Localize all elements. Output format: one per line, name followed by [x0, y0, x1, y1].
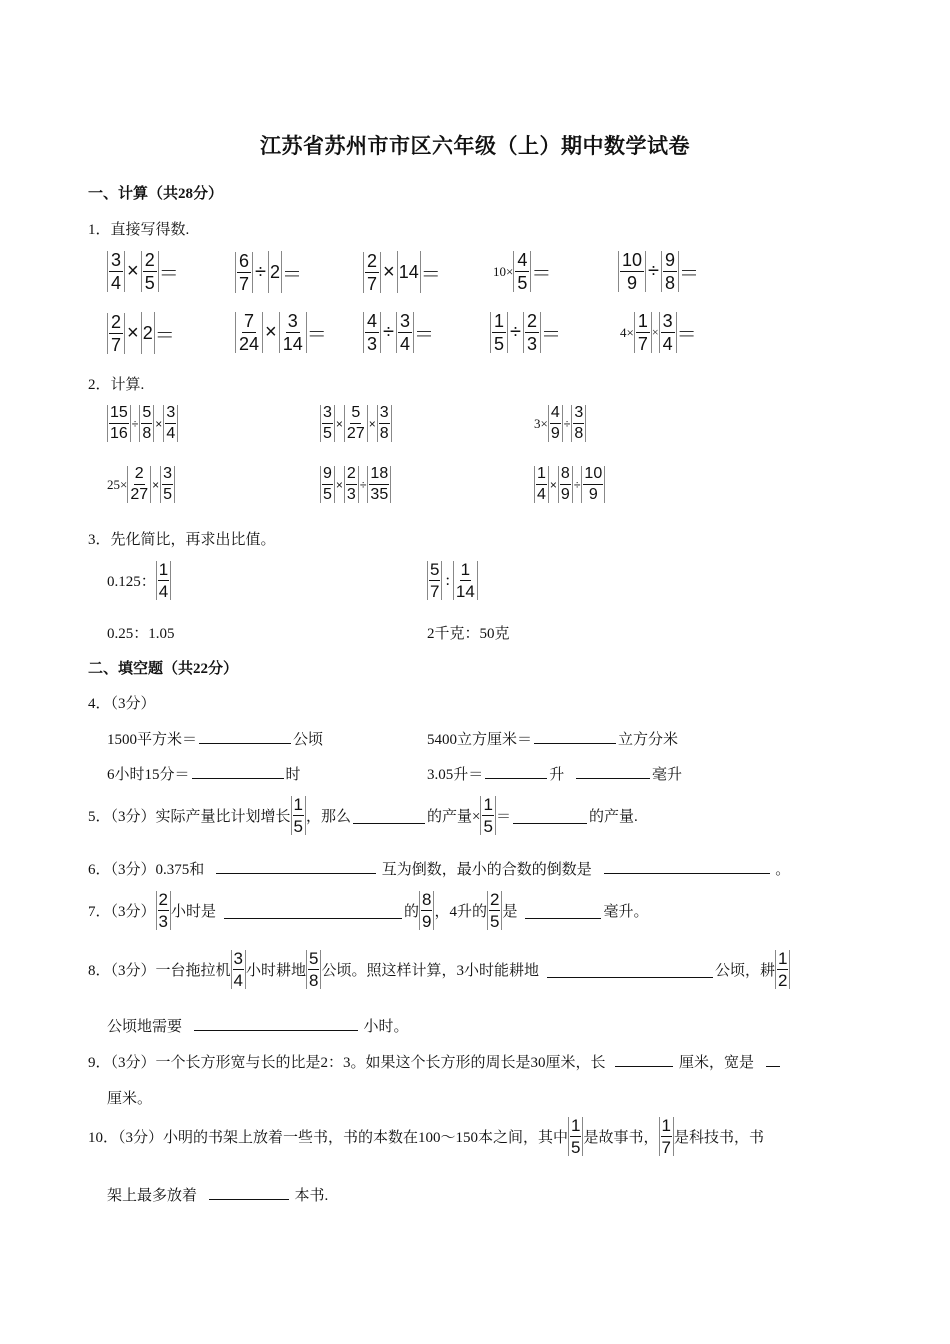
fraction: $\frac{2}{7}$ [363, 252, 381, 293]
fraction: $\frac{1}{7}$ [634, 312, 652, 353]
q1-item-7: $\frac{7}{24}$ × $\frac{3}{14}$ ＝ [235, 312, 327, 353]
q2-item-3: 3× $\frac{4}{9}$ ÷ $\frac{3}{8}$ [534, 405, 586, 442]
section-1-title: 一、计算（共28分） [88, 186, 224, 202]
q7: 7．（3分） 2 3 小时是 的 8 9 ，4升的 2 5 是 毫升。 [88, 890, 649, 931]
q1-item-5: $\frac{10}{9}$ ÷ $\frac{9}{8}$ ＝ [618, 251, 699, 292]
answer-blank[interactable] [485, 777, 547, 779]
q1-item-2: $\frac{6}{7}$ ÷ 2 ＝ [235, 251, 302, 293]
fraction: $\frac{7}{24}$ [235, 312, 263, 353]
q2-item-4: 25× $\frac{2}{27}$ × $\frac{3}{5}$ [107, 466, 175, 503]
answer-blank[interactable] [534, 742, 616, 744]
fraction: $\frac{3}{4}$ [396, 312, 414, 353]
q8-line-2: 公顷地需要 小时。 [107, 1019, 409, 1035]
fraction: $\frac{3}{4}$ [659, 312, 677, 353]
q6: 6．（3分）0.375和 互为倒数，最小的合数的倒数是 。 [88, 862, 791, 878]
q8-line-1: 8．（3分）一台拖拉机 3 4 小时耕地 5 8 公顷。照这样计算，3小时能耕地 公顷，耕 1 2 [88, 950, 790, 989]
fraction: $\frac{3}{14}$ [279, 312, 307, 353]
q9-line-1: 9．（3分）一个长方形宽与长的比是2：3。如果这个长方形的周长是30厘米，长 厘米，宽是 [88, 1051, 782, 1072]
answer-blank[interactable] [224, 917, 402, 919]
fraction: $\frac{3}{4}$ [107, 251, 125, 292]
answer-blank[interactable] [525, 917, 601, 919]
q9-line-2: 厘米。 [107, 1091, 153, 1107]
q1-item-4: 10× $\frac{4}{5}$ ＝ [493, 250, 552, 293]
q5: 5．（3分）实际产量比计划增长 1 5 ，那么 的产量× $\frac{1}{5}$ ＝ 的产量. [88, 795, 638, 836]
answer-blank[interactable] [194, 1029, 358, 1031]
answer-blank[interactable] [216, 872, 376, 874]
integer-box: 14 [397, 251, 421, 293]
q1-item-10: 4× $\frac{1}{7}$ × $\frac{3}{4}$ ＝ [620, 311, 697, 354]
answer-blank[interactable] [604, 872, 770, 874]
q4-label: 4．（3分） [88, 696, 156, 712]
section-2-title: 二、填空题（共22分） [88, 661, 239, 677]
q3-item-a: 0.125： 1 4 [107, 561, 171, 600]
q2-item-2: $\frac{3}{5}$ × $\frac{5}{27}$ × $\frac{3}{8}$ [320, 405, 392, 442]
answer-blank[interactable] [615, 1065, 673, 1067]
answer-blank[interactable] [353, 822, 425, 824]
q3-item-c: 0.25：1.05 [107, 626, 175, 642]
q2-item-6: $\frac{1}{4}$ × $\frac{8}{9}$ ÷ $\frac{10}{9}$ [534, 466, 605, 503]
q3-item-d: 2千克：50克 [427, 626, 510, 642]
integer-box: 2 [268, 251, 282, 293]
q1-item-3: $\frac{2}{7}$ × 14 ＝ [363, 251, 441, 293]
fraction: $\frac{6}{7}$ [235, 252, 253, 293]
answer-blank[interactable] [547, 976, 713, 978]
q3-item-b: 5 7 : 1 14 [427, 561, 478, 600]
q3-label: 3．先化简比，再求出比值。 [88, 532, 276, 548]
answer-blank[interactable] [199, 742, 291, 744]
answer-blank[interactable] [513, 822, 587, 824]
fraction: $\frac{2}{7}$ [107, 313, 125, 354]
answer-blank[interactable] [192, 777, 284, 779]
q1-item-6: $\frac{2}{7}$ × 2 ＝ [107, 312, 175, 354]
answer-blank[interactable] [766, 1065, 780, 1067]
answer-blank[interactable] [576, 777, 650, 779]
fraction: $\frac{2}{5}$ [141, 251, 159, 292]
q2-item-5: $\frac{9}{5}$ × $\frac{2}{3}$ ÷ $\frac{18}{35}$ [320, 466, 391, 503]
fraction: $\frac{1}{5}$ [490, 312, 508, 353]
fraction: $\frac{4}{3}$ [363, 312, 381, 353]
q1-item-1: $\frac{3}{4}$ × $\frac{2}{5}$ ＝ [107, 251, 179, 292]
q10-line-2: 架上最多放着 本书. [107, 1188, 329, 1204]
fraction: $\frac{2}{3}$ [523, 312, 541, 353]
q1-label: 1．直接写得数. [88, 222, 190, 238]
fraction: $\frac{9}{8}$ [661, 251, 679, 292]
q1-item-8: $\frac{4}{3}$ ÷ $\frac{3}{4}$ ＝ [363, 312, 434, 353]
q4-item-c: 6小时15分＝ 时 [107, 767, 301, 783]
fraction: $\frac{10}{9}$ [618, 251, 646, 292]
q4-item-b: 5400立方厘米＝ 立方分米 [427, 732, 679, 748]
q4-item-a: 1500平方米＝ 公顷 [107, 732, 324, 748]
q4-item-d: 3.05升＝ 升 毫升 [427, 767, 683, 783]
answer-blank[interactable] [209, 1198, 289, 1200]
integer-box: 2 [141, 312, 155, 354]
q2-item-1: $\frac{15}{16}$ ÷ $\frac{5}{8}$ × $\frac{3}{4}$ [107, 405, 178, 442]
fraction: $\frac{4}{5}$ [513, 251, 531, 292]
q1-item-9: $\frac{1}{5}$ ÷ $\frac{2}{3}$ ＝ [490, 312, 561, 353]
q2-label: 2．计算. [88, 377, 145, 393]
q10-line-1: 10．（3分）小明的书架上放着一些书，书的本数在100～150本之间，其中 1 5 是故事书， 1 7 是科技书，书 [88, 1116, 764, 1157]
page-title: 江苏省苏州市市区六年级（上）期中数学试卷 [260, 134, 690, 158]
